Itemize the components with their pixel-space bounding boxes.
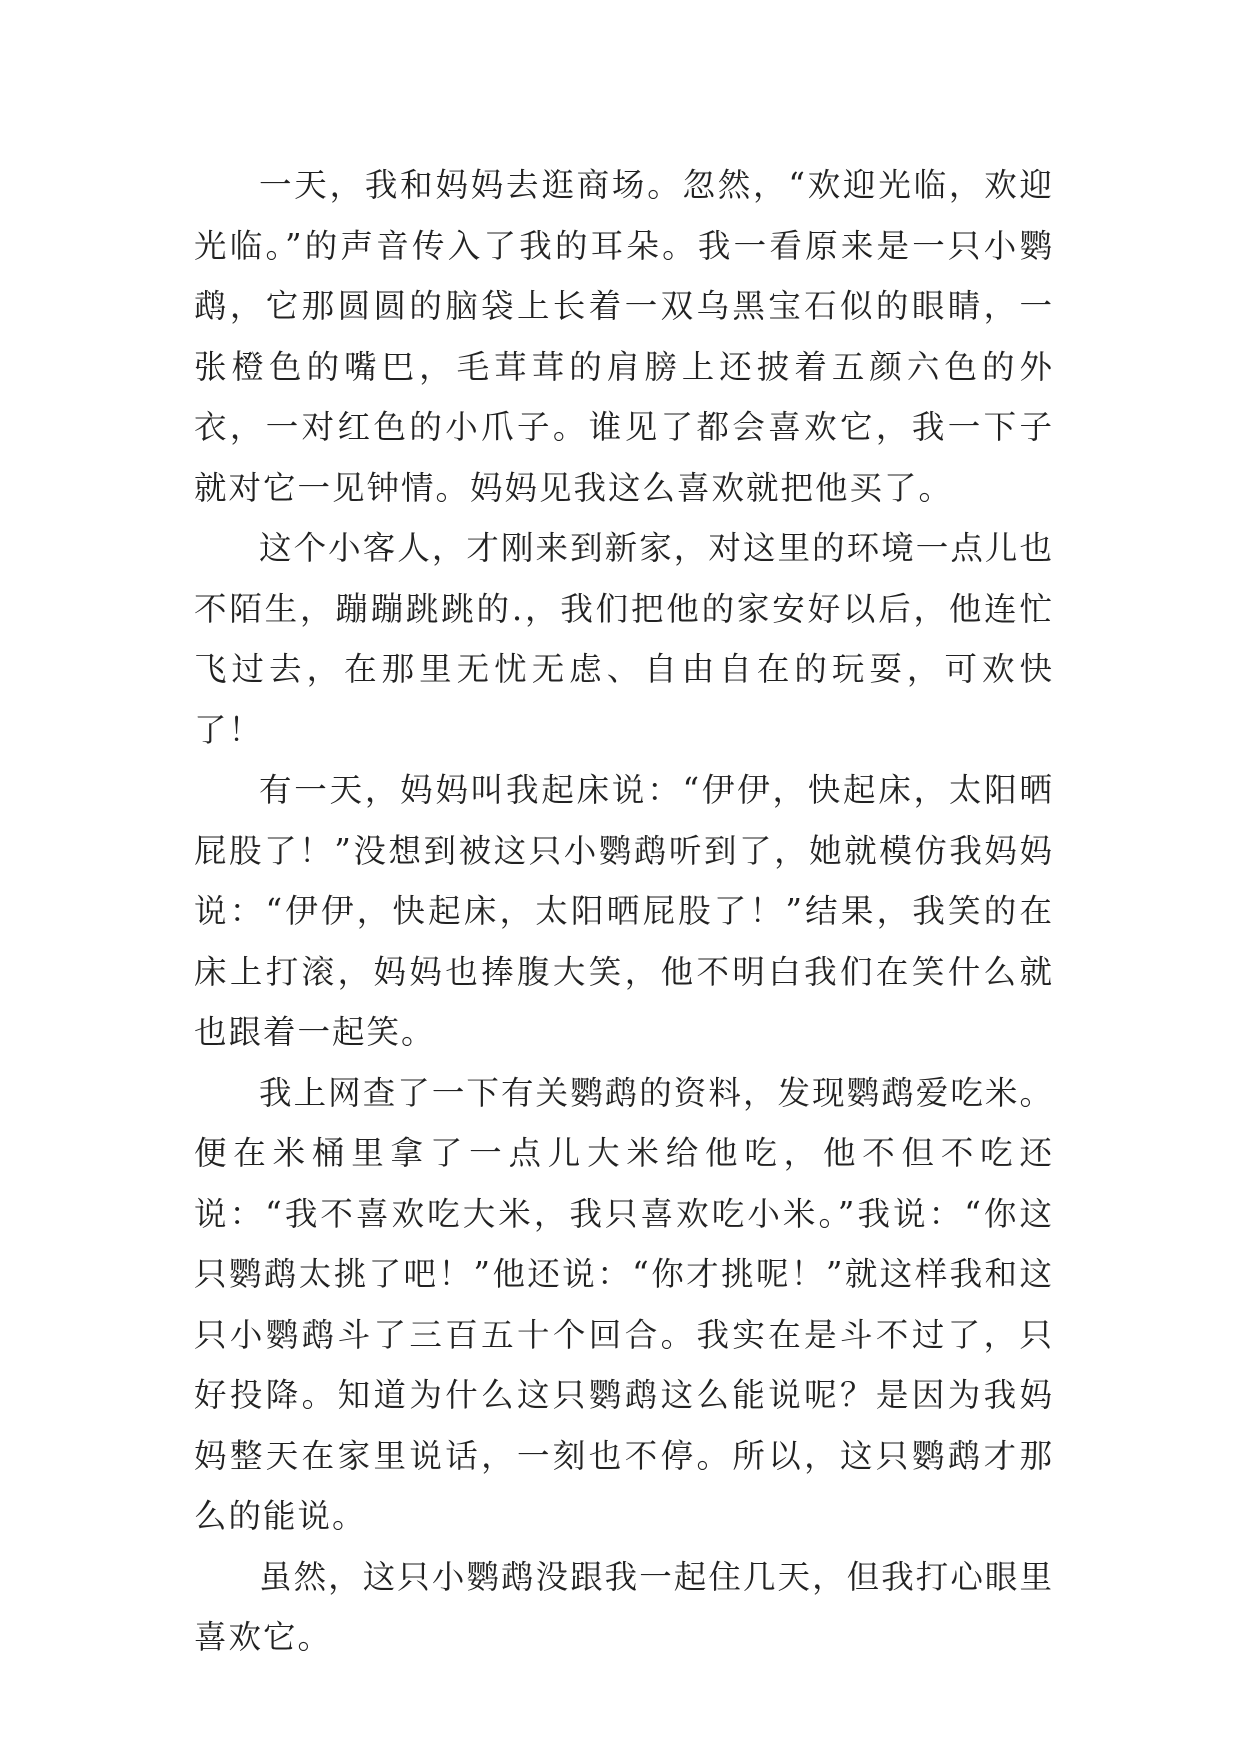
paragraph-3: 有一天，妈妈叫我起床说：“伊伊，快起床，太阳晒屁股了！”没想到被这只小鹦鹉听到了，她就模仿我妈妈说：“伊伊，快起床，太阳晒屁股了！”结果，我笑的在床上打滚，妈妈也捧腹大笑，他不明白我们在笑什么就也跟着一起笑。 [194,771,1054,1051]
paragraph-1: 一天，我和妈妈去逛商场。忽然，“欢迎光临，欢迎光临。”的声音传入了我的耳朵。我一看原来是一只小鹦鹉，它那圆圆的脑袋上长着一双乌黑宝石似的眼睛，一张橙色的嘴巴，毛茸茸的肩膀上还披着五颜六色的外衣，一对红色的小爪子。谁见了都会喜欢它，我一下子就对它一见钟情。妈妈见我这么喜欢就把他买了。 [194,166,1054,507]
paragraph-4: 我上网查了一下有关鹦鹉的资料，发现鹦鹉爱吃米。便在米桶里拿了一点儿大米给他吃，他不但不吃还说：“我不喜欢吃大米，我只喜欢吃小米。”我说：“你这只鹦鹉太挑了吧！”他还说：“你才挑呢！”就这样我和这只小鹦鹉斗了三百五十个回合。我实在是斗不过了，只好投降。知道为什么这只鹦鹉这么能说呢？是因为我妈妈整天在家里说话，一刻也不停。所以，这只鹦鹉才那么的能说。 [194,1073,1054,1535]
paragraph-5: 虽然，这只小鹦鹉没跟我一起住几天，但我打心眼里喜欢它。 [194,1557,1054,1656]
paragraph-2: 这个小客人，才刚来到新家，对这里的环境一点儿也不陌生，蹦蹦跳跳的.，我们把他的家安好以后，他连忙飞过去，在那里无忧无虑、自由自在的玩耍，可欢快了！ [194,529,1054,749]
document-body [194,155,1054,1668]
